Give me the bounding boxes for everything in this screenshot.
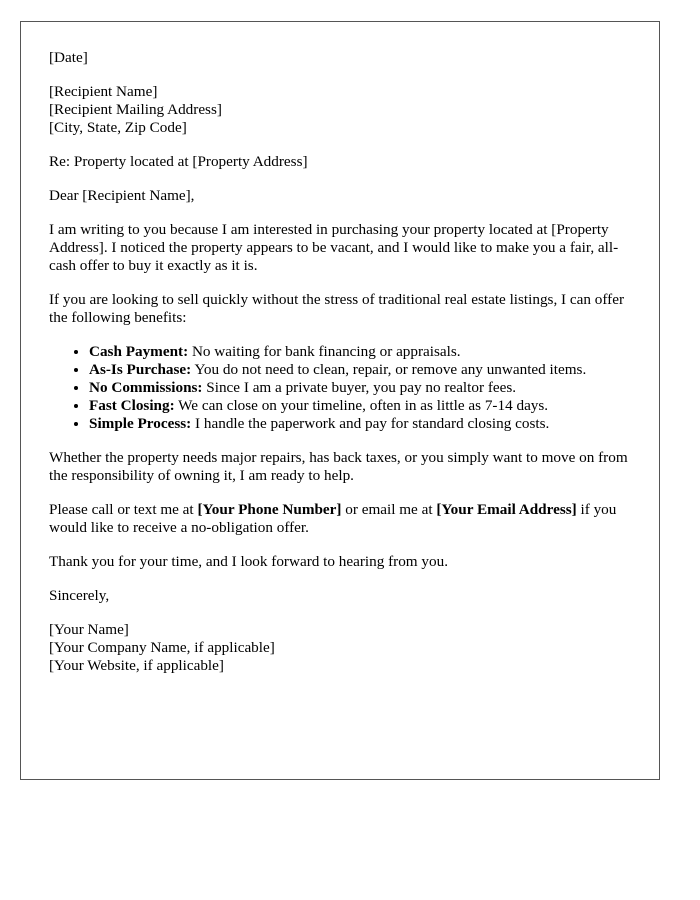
contact-text-3: if you would like to receive a no-obligation offer. bbox=[49, 501, 617, 536]
salutation: Dear [Recipient Name], bbox=[49, 187, 195, 204]
sender-name: [Your Name] bbox=[49, 621, 129, 638]
sender-company: [Your Company Name, if applicable] bbox=[49, 639, 275, 656]
recipient-address: [Recipient Mailing Address] bbox=[49, 101, 222, 118]
benefit-text: We can close on your timeline, often in as little as 7-14 days. bbox=[174, 397, 549, 414]
benefit-title: Fast Closing: bbox=[89, 397, 175, 414]
email-placeholder: [Your Email Address] bbox=[436, 501, 577, 518]
benefits-list bbox=[49, 343, 631, 433]
phone-placeholder: [Your Phone Number] bbox=[197, 501, 342, 518]
letter-date: [Date] bbox=[49, 49, 88, 66]
benefit-item bbox=[89, 415, 631, 433]
benefit-item bbox=[89, 397, 631, 415]
thanks-paragraph: Thank you for your time, and I look forward to hearing from you. bbox=[49, 553, 448, 570]
benefit-text: I handle the paperwork and pay for standard closing costs. bbox=[191, 415, 550, 432]
contact-paragraph bbox=[49, 501, 631, 537]
benefit-text: You do not need to clean, repair, or remove any unwanted items. bbox=[191, 361, 587, 378]
benefits-intro-paragraph: If you are looking to sell quickly without the stress of traditional real estate listings, I can offer the following benefits: bbox=[49, 291, 625, 326]
re-line: Re: Property located at [Property Address] bbox=[49, 153, 308, 170]
closing: Sincerely, bbox=[49, 587, 110, 604]
benefit-text: Since I am a private buyer, you pay no realtor fees. bbox=[202, 379, 517, 396]
sender-website: [Your Website, if applicable] bbox=[49, 657, 224, 674]
recipient-name: [Recipient Name] bbox=[49, 83, 158, 100]
benefit-title: Simple Process: bbox=[89, 415, 192, 432]
benefit-title: As-Is Purchase: bbox=[89, 361, 192, 378]
contact-text-1: Please call or text me at bbox=[49, 501, 198, 518]
intro-paragraph: I am writing to you because I am interested in purchasing your property located at [Property Address]. I noticed the property appears to be vacant, and I would like to make you a fair, all-cash offer to buy it exactly as it is. bbox=[49, 221, 619, 274]
benefit-item bbox=[89, 343, 631, 361]
situations-paragraph: Whether the property needs major repairs, has back taxes, or you simply want to move on from the responsibility of owning it, I am ready to help. bbox=[49, 449, 628, 484]
letter-page bbox=[20, 21, 660, 780]
signature-block bbox=[49, 621, 631, 675]
benefit-text: No waiting for bank financing or appraisals. bbox=[188, 343, 461, 360]
contact-text-2: or email me at bbox=[341, 501, 437, 518]
benefit-item bbox=[89, 361, 631, 379]
benefit-title: Cash Payment: bbox=[89, 343, 189, 360]
recipient-city: [City, State, Zip Code] bbox=[49, 119, 187, 136]
benefit-item bbox=[89, 379, 631, 397]
benefit-title: No Commissions: bbox=[89, 379, 203, 396]
recipient-address-block bbox=[49, 83, 631, 137]
